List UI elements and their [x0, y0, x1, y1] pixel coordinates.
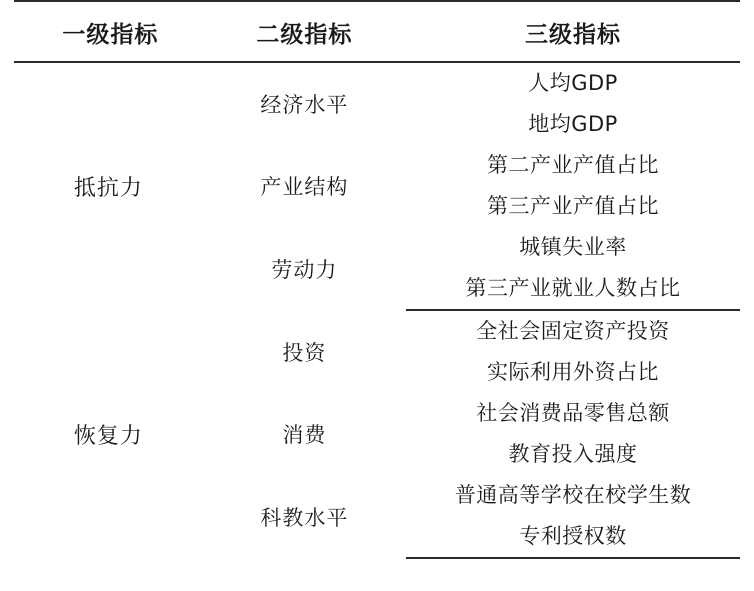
- level3-cell: 教育投入强度: [406, 434, 740, 475]
- indicator-table: [14, 0, 740, 559]
- level2-cell-science-education: 科教水平: [203, 475, 406, 558]
- level3-cell: 城镇失业率: [406, 227, 740, 268]
- level3-cell: 第二产业产值占比: [406, 145, 740, 186]
- column-header-level3: 三级指标: [406, 1, 740, 62]
- level3-cell: 全社会固定资产投资: [406, 310, 740, 352]
- level2-cell-economic-level: 经济水平: [203, 62, 406, 145]
- level3-cell: 第三产业就业人数占比: [406, 268, 740, 310]
- level1-cell-recovery: 恢复力: [14, 310, 203, 558]
- level3-cell: 普通高等学校在校学生数: [406, 475, 740, 516]
- level3-cell: 地均GDP: [406, 104, 740, 145]
- column-header-level2: 二级指标: [203, 1, 406, 62]
- level2-cell-investment: 投资: [203, 310, 406, 393]
- table-header-row: [14, 1, 740, 62]
- level3-cell: 实际利用外资占比: [406, 352, 740, 393]
- level2-cell-consumption: 消费: [203, 393, 406, 475]
- level3-cell: 专利授权数: [406, 516, 740, 558]
- level3-cell: 人均GDP: [406, 62, 740, 104]
- level3-cell: 第三产业产值占比: [406, 186, 740, 227]
- table-row: [14, 310, 740, 352]
- level2-cell-labor-force: 劳动力: [203, 227, 406, 310]
- table-head: [14, 1, 740, 62]
- table-body: [14, 62, 740, 558]
- level1-cell-resistance: 抵抗力: [14, 62, 203, 310]
- level3-cell: 社会消费品零售总额: [406, 393, 740, 434]
- column-header-level1: 一级指标: [14, 1, 203, 62]
- table-row: [14, 62, 740, 104]
- level2-cell-industrial-structure: 产业结构: [203, 145, 406, 227]
